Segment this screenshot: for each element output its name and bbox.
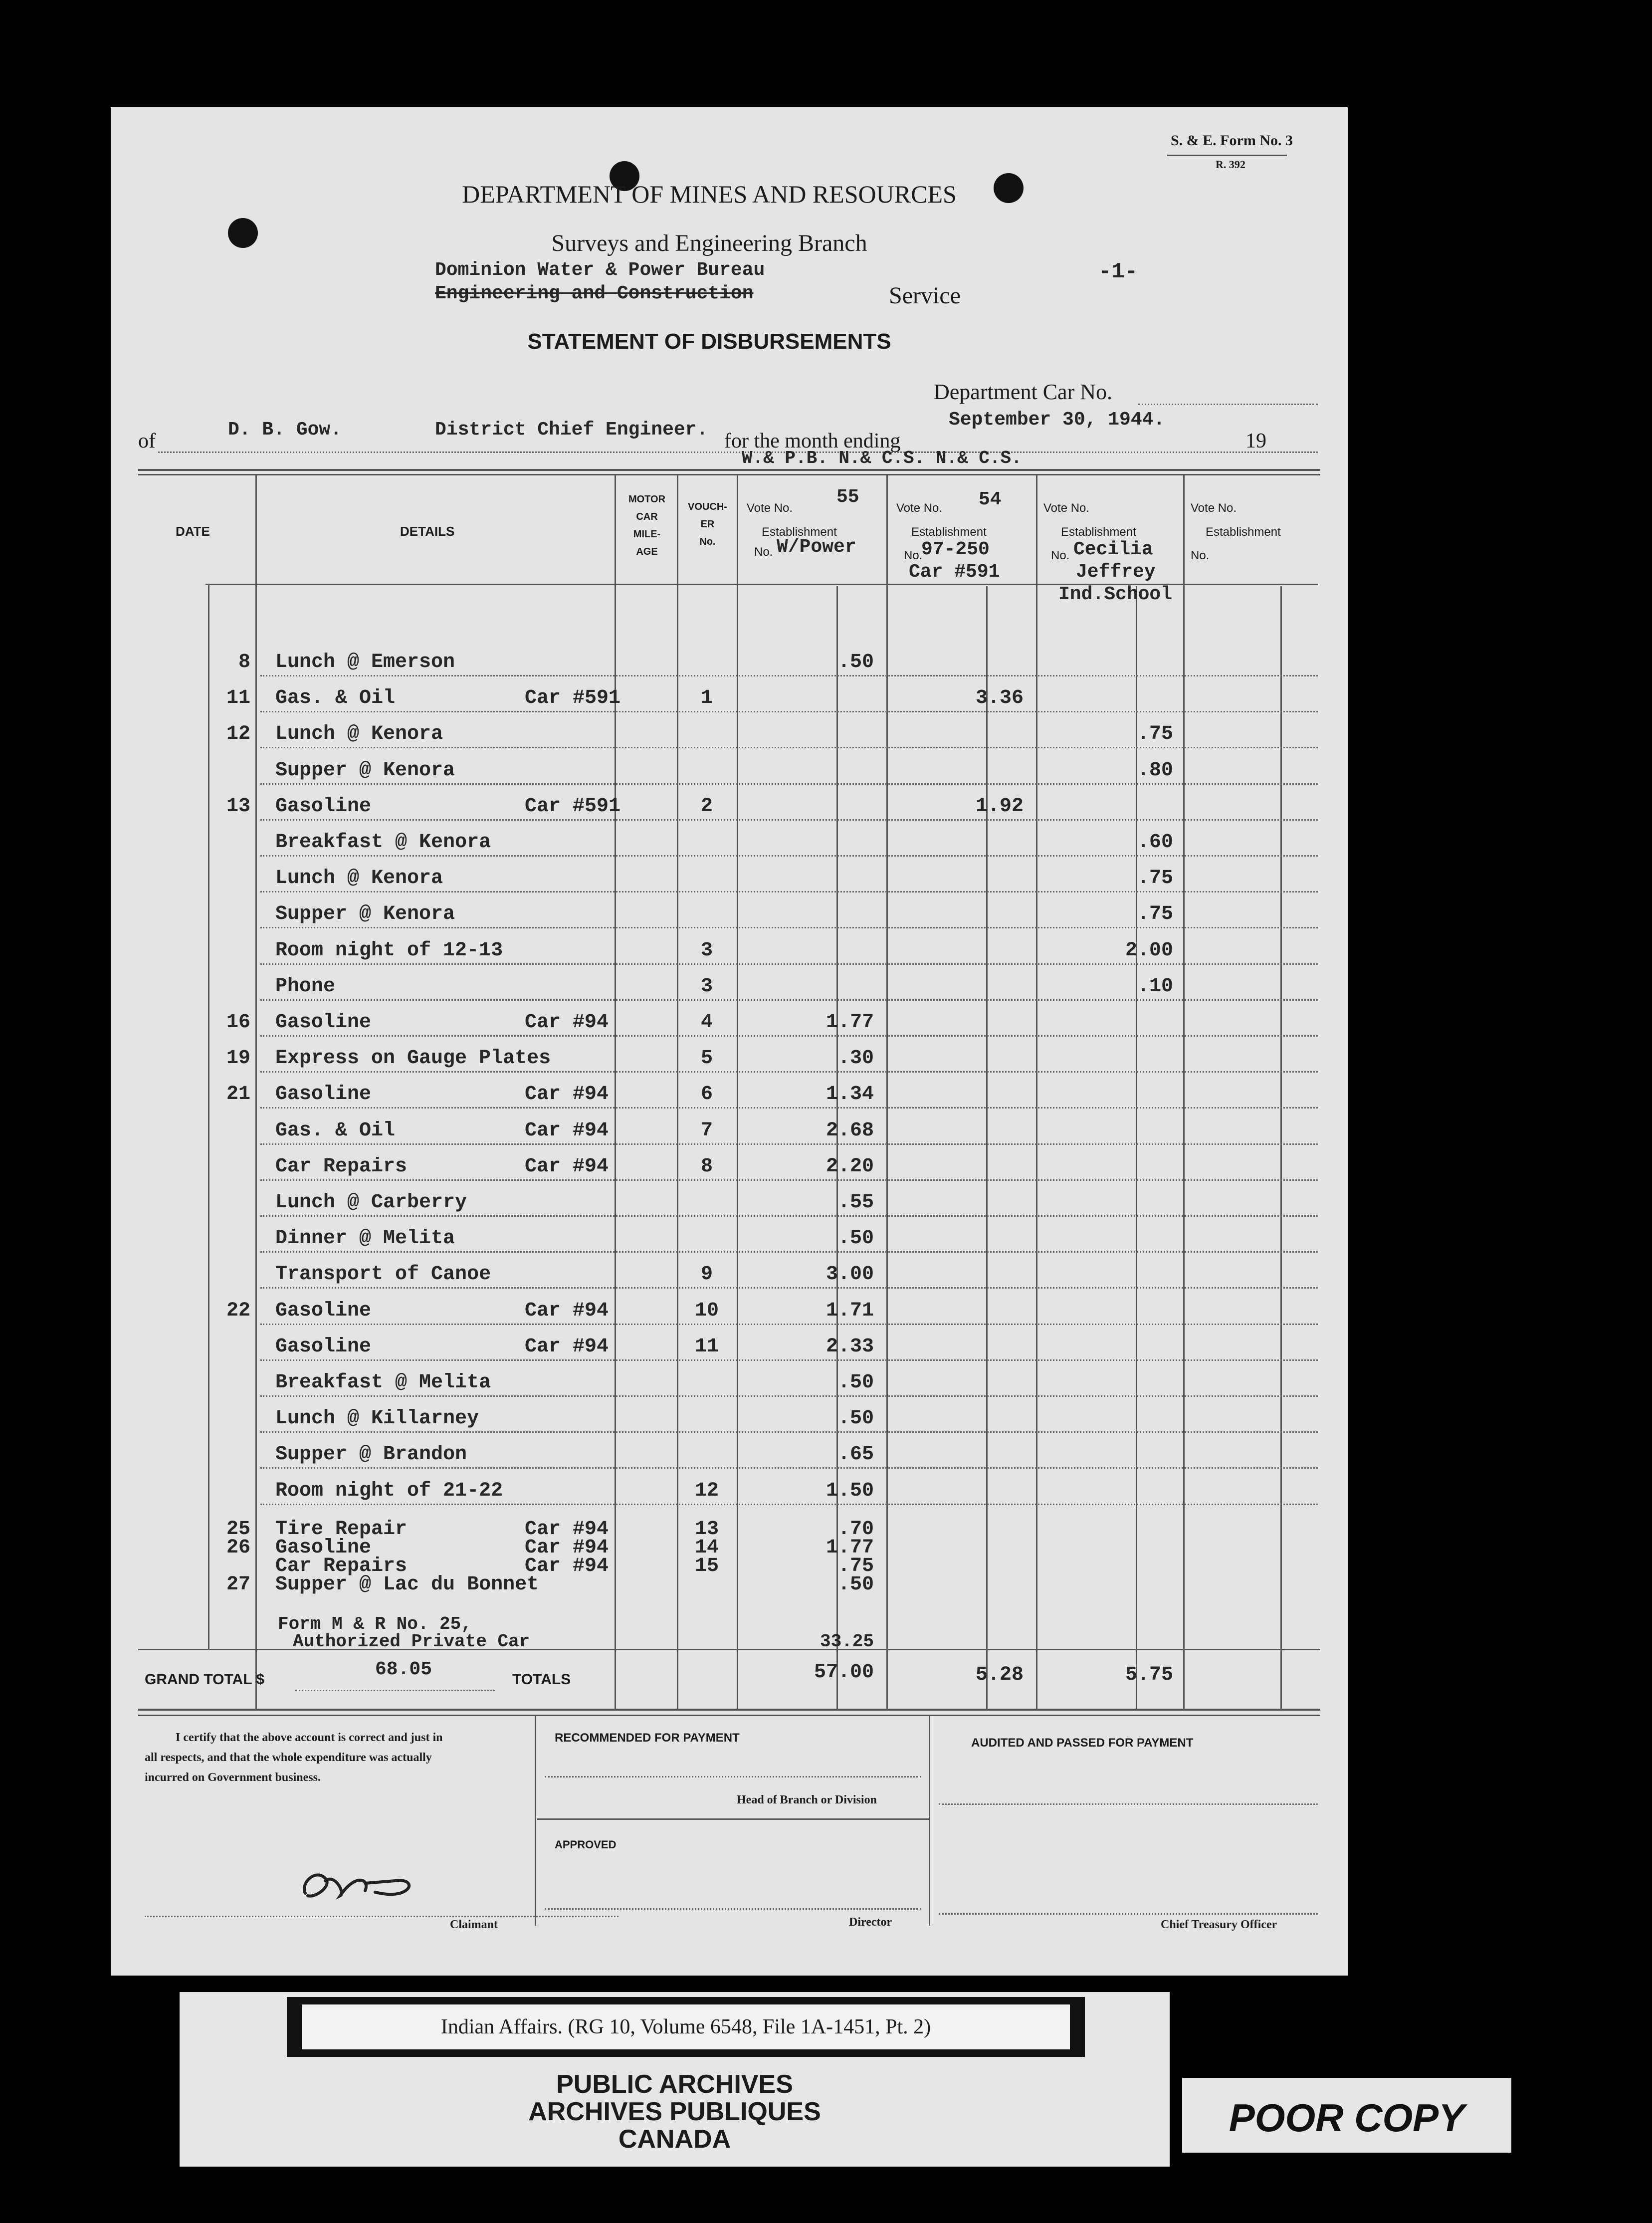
row-date: 12 bbox=[226, 723, 250, 746]
row-v3: .80 bbox=[1137, 759, 1173, 782]
table-top-rule-2 bbox=[138, 474, 1320, 475]
vote2-number: 54 bbox=[979, 489, 1002, 510]
row-date: 13 bbox=[226, 795, 250, 818]
row-v1: 1.77 bbox=[826, 1011, 874, 1034]
row-v3: .10 bbox=[1137, 975, 1173, 998]
row-detail: Gas. & Oil bbox=[275, 1119, 396, 1142]
form-number-underline bbox=[1167, 155, 1287, 156]
audited-line-1 bbox=[939, 1803, 1318, 1805]
table-row bbox=[111, 682, 1348, 718]
department-title: DEPARTMENT OF MINES AND RESOURCES bbox=[462, 180, 957, 208]
row-v1: .30 bbox=[837, 1047, 874, 1070]
vote3-establishment: Cecilia bbox=[1073, 539, 1153, 560]
archive-line-3: CANADA bbox=[618, 2125, 731, 2154]
row-v3: 2.00 bbox=[1125, 939, 1173, 962]
certify-line-1: I certify that the above account is correct and just in bbox=[176, 1731, 443, 1744]
row-detail: Room night of 12-13 bbox=[275, 939, 503, 962]
row-rule bbox=[260, 1251, 1318, 1253]
row-rule bbox=[260, 1215, 1318, 1217]
row-car: Car #94 bbox=[525, 1083, 609, 1106]
claimant-position: District Chief Engineer. bbox=[435, 419, 708, 441]
table-row bbox=[111, 1475, 1348, 1511]
row-v1: 2.68 bbox=[826, 1119, 874, 1142]
header-motor-mile: MILE- bbox=[633, 529, 661, 540]
row-detail: Gasoline bbox=[275, 1335, 372, 1358]
row-detail: Gasoline bbox=[275, 1083, 372, 1106]
vote1-establishment: W/Power bbox=[777, 536, 856, 558]
row-rule bbox=[260, 1431, 1318, 1433]
row-v3: .60 bbox=[1137, 831, 1173, 854]
row-voucher: 7 bbox=[700, 1119, 713, 1142]
table-row bbox=[111, 1042, 1348, 1078]
row-rule bbox=[260, 819, 1318, 821]
row-detail: Lunch @ Kenora bbox=[275, 723, 443, 746]
table-row bbox=[111, 1222, 1348, 1258]
row-v1: .55 bbox=[837, 1191, 874, 1214]
row-v1: .50 bbox=[837, 1227, 874, 1250]
row-v1: .50 bbox=[837, 1407, 874, 1430]
poor-copy-stamp bbox=[1182, 2078, 1511, 2153]
vote2-no-label: No. bbox=[904, 549, 923, 562]
approved-label: APPROVED bbox=[555, 1838, 617, 1851]
row-rule bbox=[260, 1395, 1318, 1397]
department-car-label: Department Car No. bbox=[934, 380, 1112, 404]
row-date: 26 bbox=[226, 1536, 250, 1559]
recommended-line bbox=[545, 1776, 921, 1778]
row-date: 16 bbox=[226, 1011, 250, 1034]
totals-bottom-rule bbox=[138, 1709, 1320, 1711]
row-rule bbox=[260, 963, 1318, 965]
row-voucher: 12 bbox=[694, 1479, 719, 1502]
table-row bbox=[111, 898, 1348, 934]
table-row bbox=[111, 1006, 1348, 1042]
of-line bbox=[158, 451, 1318, 453]
branch-title: Surveys and Engineering Branch bbox=[551, 230, 867, 256]
row-car: Car #94 bbox=[525, 1518, 609, 1541]
row-detail: Room night of 21-22 bbox=[275, 1479, 503, 1502]
row-detail: Dinner @ Melita bbox=[275, 1227, 455, 1250]
footer-divider-2 bbox=[929, 1716, 930, 1926]
vote3-estab-label: Establishment bbox=[1061, 525, 1136, 539]
row-v1: .50 bbox=[837, 1371, 874, 1394]
header-details: DETAILS bbox=[400, 524, 455, 539]
director-label: Director bbox=[849, 1916, 892, 1929]
vote4-estab-label: Establishment bbox=[1206, 525, 1281, 539]
table-row bbox=[111, 1078, 1348, 1114]
vote1-label: Vote No. bbox=[747, 501, 793, 515]
row-rule bbox=[260, 1071, 1318, 1073]
row-detail: Car Repairs bbox=[275, 1555, 408, 1577]
vote2-establishment: 97-250 bbox=[921, 539, 990, 560]
table-row bbox=[111, 934, 1348, 970]
vote3-school: Ind.School bbox=[1058, 584, 1173, 605]
row-rule bbox=[260, 1179, 1318, 1181]
poor-copy-text: POOR COPY bbox=[1229, 2096, 1465, 2140]
director-line bbox=[545, 1908, 921, 1910]
table-row bbox=[111, 718, 1348, 754]
table-row bbox=[111, 1150, 1348, 1186]
row-rule bbox=[260, 783, 1318, 785]
table-row bbox=[111, 1258, 1348, 1294]
statement-sheet bbox=[111, 107, 1348, 1976]
row-date: 8 bbox=[238, 651, 250, 673]
row-detail: Lunch @ Killarney bbox=[275, 1407, 479, 1430]
header-voucher-er: ER bbox=[700, 519, 715, 530]
claimant-label: Claimant bbox=[450, 1918, 498, 1931]
claimant-line bbox=[145, 1916, 619, 1917]
row-v1: .65 bbox=[837, 1443, 874, 1466]
row-rule bbox=[260, 1107, 1318, 1109]
row-detail: Transport of Canoe bbox=[275, 1263, 491, 1286]
vote-codes: W.& P.B. N.& C.S. N.& C.S. bbox=[742, 448, 1022, 468]
row-v1: 1.50 bbox=[826, 1479, 874, 1502]
row-detail: Gas. & Oil bbox=[275, 687, 396, 710]
row-v1: .50 bbox=[837, 651, 874, 673]
year-label: 19 bbox=[1245, 430, 1266, 452]
row-v1: .70 bbox=[837, 1518, 874, 1541]
row-voucher: 4 bbox=[700, 1011, 713, 1034]
table-top-rule bbox=[138, 469, 1320, 471]
row-date: 21 bbox=[226, 1083, 250, 1106]
row-v1: .50 bbox=[837, 1573, 874, 1596]
row-rule bbox=[260, 1035, 1318, 1037]
row-v1: .75 bbox=[837, 1555, 874, 1577]
row-voucher: 1 bbox=[700, 687, 713, 710]
row-v3: .75 bbox=[1137, 867, 1173, 890]
row-voucher: 9 bbox=[700, 1263, 713, 1286]
table-row bbox=[111, 754, 1348, 790]
vote1-estab-label: Establishment bbox=[762, 525, 837, 539]
header-date: DATE bbox=[176, 524, 210, 539]
row-detail: Breakfast @ Kenora bbox=[275, 831, 491, 854]
table-row bbox=[111, 1331, 1348, 1366]
table-row bbox=[111, 646, 1348, 682]
vote3-no-label: No. bbox=[1051, 549, 1070, 562]
row-car: Car #94 bbox=[525, 1536, 609, 1559]
row-v1: 2.33 bbox=[826, 1335, 874, 1358]
table-row bbox=[111, 970, 1348, 1006]
row-detail: Supper @ Kenora bbox=[275, 903, 455, 926]
row-detail: Lunch @ Kenora bbox=[275, 867, 443, 890]
row-v1: 2.20 bbox=[826, 1155, 874, 1178]
table-row bbox=[111, 862, 1348, 898]
row-voucher: 2 bbox=[700, 795, 713, 818]
vote2-car: Car #591 bbox=[909, 561, 1000, 583]
row-rule bbox=[260, 855, 1318, 857]
row-rule bbox=[260, 747, 1318, 748]
archive-line-2: ARCHIVES PUBLIQUES bbox=[528, 2097, 821, 2126]
recommended-label: RECOMMENDED FOR PAYMENT bbox=[555, 1731, 740, 1745]
row-car: Car #94 bbox=[525, 1335, 609, 1358]
row-v1: 1.34 bbox=[826, 1083, 874, 1106]
row-v3: .75 bbox=[1137, 903, 1173, 926]
grand-total-label: GRAND TOTAL $ bbox=[145, 1671, 265, 1688]
archive-line-1: PUBLIC ARCHIVES bbox=[556, 2070, 793, 2099]
row-v3: .75 bbox=[1137, 723, 1173, 746]
totals-bottom-rule-2 bbox=[138, 1715, 1320, 1716]
month-ending-value: September 30, 1944. bbox=[949, 409, 1165, 431]
row-detail: Gasoline bbox=[275, 1011, 372, 1034]
row-date: 27 bbox=[226, 1573, 250, 1596]
row-rule bbox=[260, 1359, 1318, 1361]
row-detail: Lunch @ Carberry bbox=[275, 1191, 467, 1214]
header-voucher: VOUCH- bbox=[688, 501, 727, 512]
bureau-line-2: Engineering and Construction bbox=[435, 283, 754, 304]
row-voucher: 11 bbox=[694, 1335, 719, 1358]
row-car: Car #94 bbox=[525, 1555, 609, 1577]
row-detail: Express on Gauge Plates bbox=[275, 1047, 551, 1070]
claimant-signature bbox=[295, 1863, 425, 1908]
row-voucher: 10 bbox=[694, 1299, 719, 1322]
row-detail: Car Repairs bbox=[275, 1155, 408, 1178]
row-date: 22 bbox=[226, 1299, 250, 1322]
total-vote2: 5.28 bbox=[975, 1664, 1024, 1686]
total-vote3: 5.75 bbox=[1125, 1664, 1173, 1686]
row-rule bbox=[260, 1143, 1318, 1145]
row-car: Car #94 bbox=[525, 1299, 609, 1322]
row-v1: 1.77 bbox=[826, 1536, 874, 1559]
row-detail: Supper @ Kenora bbox=[275, 759, 455, 782]
row-rule bbox=[260, 891, 1318, 892]
recommended-approved-rule bbox=[537, 1818, 929, 1820]
form-note-amount: 33.25 bbox=[820, 1631, 874, 1652]
vote1-number: 55 bbox=[836, 486, 859, 508]
bureau-line-1: Dominion Water & Power Bureau bbox=[435, 259, 765, 281]
row-detail: Supper @ Brandon bbox=[275, 1443, 467, 1466]
row-v1: 1.71 bbox=[826, 1299, 874, 1322]
grand-total-value: 68.05 bbox=[375, 1659, 432, 1680]
row-voucher: 5 bbox=[700, 1047, 713, 1070]
vote3-label: Vote No. bbox=[1043, 501, 1090, 515]
header-motor-age: AGE bbox=[636, 546, 658, 557]
row-v2: 3.36 bbox=[975, 687, 1024, 710]
row-car: Car #94 bbox=[525, 1011, 609, 1034]
row-voucher: 3 bbox=[700, 975, 713, 998]
row-date: 19 bbox=[226, 1047, 250, 1070]
row-detail: Breakfast @ Melita bbox=[275, 1371, 491, 1394]
row-rule bbox=[260, 711, 1318, 712]
form-number: S. & E. Form No. 3 bbox=[1171, 132, 1293, 149]
row-detail: Tire Repair bbox=[275, 1518, 408, 1541]
row-voucher: 3 bbox=[700, 939, 713, 962]
month-ending-label: for the month ending bbox=[724, 430, 901, 452]
table-row bbox=[111, 1366, 1348, 1402]
row-rule bbox=[260, 1324, 1318, 1325]
vote2-estab-label: Establishment bbox=[911, 525, 987, 539]
audited-label: AUDITED AND PASSED FOR PAYMENT bbox=[971, 1736, 1194, 1750]
claimant-name: D. B. Gow. bbox=[228, 419, 342, 441]
table-row bbox=[111, 1295, 1348, 1331]
head-of-branch-label: Head of Branch or Division bbox=[737, 1793, 877, 1806]
form-reference: R. 392 bbox=[1216, 158, 1245, 171]
form-note-line-2: Authorized Private Car bbox=[293, 1631, 530, 1652]
row-detail: Gasoline bbox=[275, 1299, 372, 1322]
row-voucher: 14 bbox=[694, 1536, 719, 1559]
punch-hole bbox=[228, 218, 258, 248]
row-detail: Phone bbox=[275, 975, 336, 998]
row-car: Car #94 bbox=[525, 1155, 609, 1178]
row-date: 11 bbox=[226, 687, 250, 710]
table-row bbox=[111, 1438, 1348, 1474]
header-motor-car: CAR bbox=[636, 511, 658, 522]
table-row bbox=[111, 826, 1348, 862]
table-row bbox=[111, 1186, 1348, 1222]
vote1-no-label: No. bbox=[754, 545, 773, 559]
vote4-label: Vote No. bbox=[1191, 501, 1237, 515]
footer-divider-1 bbox=[535, 1716, 536, 1926]
table-row bbox=[111, 1114, 1348, 1150]
treasury-label: Chief Treasury Officer bbox=[1161, 1918, 1277, 1931]
row-date: 25 bbox=[226, 1518, 250, 1541]
page-number: -1- bbox=[1098, 259, 1138, 284]
archive-label bbox=[180, 1992, 1170, 2167]
form-note-line-1: Form M & R No. 25, bbox=[278, 1614, 472, 1634]
header-voucher-no: No. bbox=[699, 536, 716, 547]
row-rule bbox=[260, 1287, 1318, 1289]
of-label: of bbox=[138, 430, 156, 452]
row-voucher: 15 bbox=[694, 1555, 719, 1577]
row-car: Car #94 bbox=[525, 1119, 609, 1142]
audited-line-2 bbox=[939, 1913, 1318, 1915]
row-voucher: 6 bbox=[700, 1083, 713, 1106]
row-voucher: 13 bbox=[694, 1518, 719, 1541]
totals-label: TOTALS bbox=[512, 1671, 571, 1688]
vote3-jeffrey: Jeffrey bbox=[1076, 561, 1156, 583]
row-detail: Supper @ Lac du Bonnet bbox=[275, 1573, 539, 1596]
row-detail: Lunch @ Emerson bbox=[275, 651, 455, 673]
row-v2: 1.92 bbox=[975, 795, 1024, 818]
row-car: Car #591 bbox=[525, 687, 621, 710]
total-vote1: 57.00 bbox=[814, 1661, 874, 1684]
row-rule bbox=[260, 927, 1318, 928]
certify-line-2: all respects, and that the whole expenditure was actually bbox=[145, 1751, 432, 1764]
vote4-no-label: No. bbox=[1191, 549, 1210, 562]
row-car: Car #591 bbox=[525, 795, 621, 818]
row-detail: Gasoline bbox=[275, 795, 372, 818]
header-motor: MOTOR bbox=[628, 494, 666, 505]
row-rule bbox=[260, 1467, 1318, 1469]
row-detail: Gasoline bbox=[275, 1536, 372, 1559]
department-car-field bbox=[1138, 404, 1318, 405]
service-label: Service bbox=[889, 282, 961, 309]
certify-line-3: incurred on Government business. bbox=[145, 1771, 321, 1784]
table-row bbox=[111, 1402, 1348, 1438]
row-voucher: 8 bbox=[700, 1155, 713, 1178]
row-rule bbox=[260, 999, 1318, 1001]
table-row bbox=[111, 1568, 1348, 1604]
statement-title: STATEMENT OF DISBURSEMENTS bbox=[527, 329, 891, 354]
table-row bbox=[111, 790, 1348, 826]
vote2-label: Vote No. bbox=[896, 501, 943, 515]
archive-reference: Indian Affairs. (RG 10, Volume 6548, File 1A-1451, Pt. 2) bbox=[302, 2004, 1070, 2049]
row-rule bbox=[260, 1504, 1318, 1505]
grand-total-line bbox=[295, 1690, 495, 1691]
row-v1: 3.00 bbox=[826, 1263, 874, 1286]
row-rule bbox=[260, 675, 1318, 676]
